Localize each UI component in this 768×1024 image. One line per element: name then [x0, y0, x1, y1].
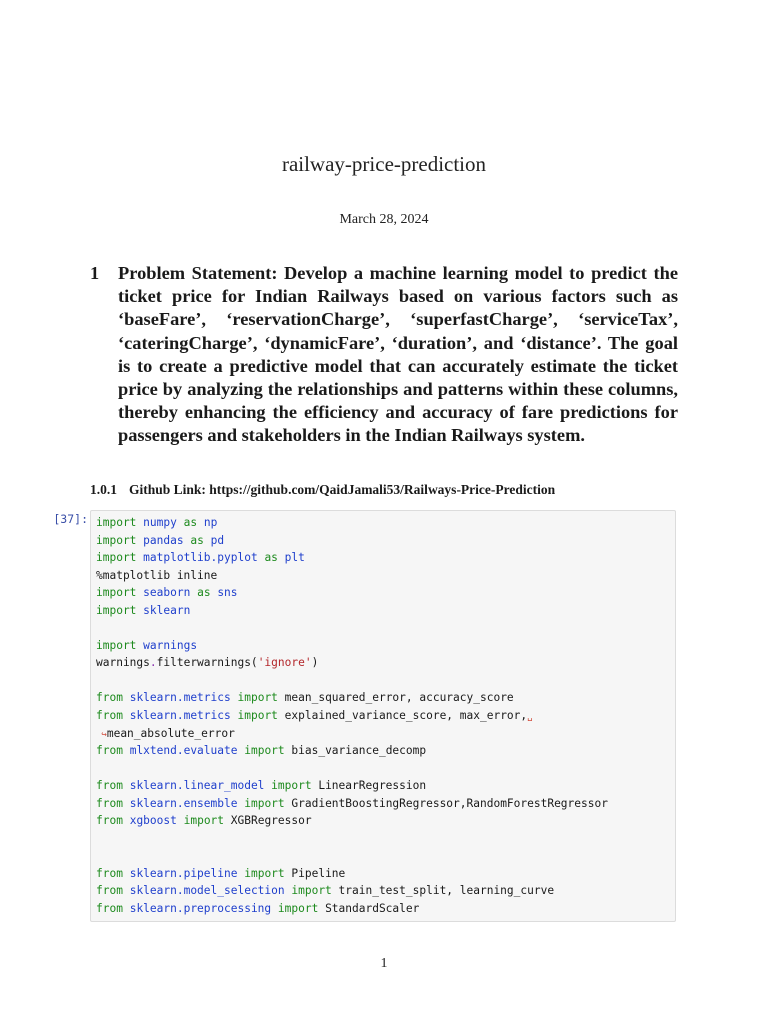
code-line: [96, 584, 675, 602]
code-token: [123, 902, 130, 915]
code-token: Pipeline: [284, 866, 346, 880]
code-token: from: [96, 709, 123, 723]
code-token: 'ignore': [257, 656, 312, 670]
code-line: [96, 900, 675, 918]
code-line: [96, 637, 675, 655]
code-token: plt: [284, 551, 305, 565]
code-token: StandardScaler: [318, 902, 420, 916]
code-token: import: [96, 586, 137, 600]
github-link[interactable]: Github Link: https://github.com/QaidJamali53/Railways-Price-Prediction: [129, 482, 556, 497]
code-line: [96, 619, 675, 637]
code-line: [96, 689, 675, 707]
code-line: [96, 795, 675, 813]
code-token: from: [96, 902, 123, 916]
code-token: sklearn.ensemble: [129, 796, 238, 810]
code-token: ␣: [527, 712, 533, 723]
code-token: from: [96, 744, 123, 758]
code-token: sklearn.model_selection: [129, 884, 285, 898]
code-token: as: [197, 586, 211, 600]
code-token: [231, 709, 238, 722]
code-token: filterwarnings(: [156, 656, 258, 670]
code-line: [96, 777, 675, 795]
section-text: Problem Statement: Develop a machine learning model to predict the ticket price for Indian Railways based on various factors such as ‘baseFare’, ‘reservationCharge’, ‘superfastCharge’, ‘serviceTax’, ‘cateringCharge’, ‘dynamicFare’, ‘duration’, and ‘distance’. The goal is to create a predictive model that can accurately estimate the ticket price by analyzing the relationships and patterns within these columns, thereby enhancing the efficiency and accuracy of fare predictions for passengers and stakeholders in the Indian Railways system.: [118, 263, 678, 446]
code-token: from: [96, 814, 123, 828]
code-line: [96, 672, 675, 690]
cell-prompt: [37]:: [53, 512, 88, 526]
code-token: [123, 867, 130, 880]
code-token: from: [96, 691, 123, 705]
code-token: import: [96, 638, 137, 652]
code-line: [96, 602, 675, 620]
code-token: [204, 534, 211, 547]
code-token: [278, 551, 285, 564]
code-token: sklearn: [143, 603, 191, 617]
code-token: matplotlib.pyplot: [143, 551, 258, 565]
code-token: import: [244, 866, 285, 880]
code-token: [123, 779, 130, 792]
code-token: pd: [210, 533, 225, 547]
code-token: mean_absolute_error: [106, 726, 235, 740]
code-line: [96, 654, 675, 672]
code-token: import: [96, 551, 137, 565]
code-line: [96, 725, 675, 743]
code-line: [96, 742, 675, 760]
code-token: [123, 814, 130, 827]
page-number: 1: [380, 956, 388, 971]
code-token: import: [277, 902, 319, 916]
code-token: .: [149, 656, 157, 670]
code-line: [96, 514, 675, 532]
code-line: [96, 865, 675, 883]
code-token: warnings: [143, 638, 198, 652]
code-cell[interactable]: [90, 510, 676, 922]
code-token: [123, 709, 130, 722]
code-token: from: [96, 884, 123, 898]
code-line: [96, 812, 675, 830]
subsection-number: 1.0.1: [90, 482, 117, 497]
code-token: from: [96, 796, 123, 810]
code-token: sns: [217, 586, 238, 600]
code-token: import: [237, 691, 278, 705]
code-token: import: [183, 814, 225, 828]
code-token: sklearn.metrics: [129, 709, 231, 723]
code-token: GradientBoostingRegressor,RandomForestRegressor: [284, 796, 608, 810]
code-token: sklearn.pipeline: [129, 866, 238, 880]
code-token: LinearRegression: [311, 779, 427, 793]
code-token: as: [190, 533, 204, 547]
code-token: %matplotlib inline: [96, 568, 218, 582]
code-token: [123, 884, 130, 897]
section-heading: [90, 262, 678, 448]
code-token: [177, 516, 184, 529]
code-line: [96, 882, 675, 900]
code-line: [96, 549, 675, 567]
code-token: bias_variance_decomp: [284, 744, 427, 758]
code-token: pandas: [143, 533, 184, 547]
code-token: import: [244, 744, 285, 758]
code-line: [96, 567, 675, 585]
code-line: [96, 532, 675, 550]
code-block: [91, 511, 675, 918]
code-token: [123, 744, 130, 757]
code-token: XGBRegressor: [224, 814, 312, 828]
code-token: xgboost: [129, 814, 177, 828]
code-token: [271, 902, 278, 915]
code-token: sklearn.preprocessing: [129, 902, 272, 916]
code-token: import: [271, 779, 312, 793]
code-token: import: [96, 533, 137, 547]
code-line: [96, 760, 675, 778]
code-token: sklearn.metrics: [129, 691, 231, 705]
code-token: import: [96, 603, 137, 617]
code-token: [123, 797, 130, 810]
code-token: warnings: [96, 656, 150, 670]
code-token: numpy: [143, 516, 177, 529]
code-token: seaborn: [143, 586, 191, 600]
code-line: [96, 830, 675, 848]
section-number: 1: [90, 263, 100, 283]
code-token: np: [203, 516, 218, 529]
code-line: [96, 707, 675, 725]
code-token: from: [96, 866, 123, 880]
code-token: explained_variance_score, max_error,: [277, 709, 528, 723]
code-line: [96, 847, 675, 865]
code-token: [177, 814, 184, 827]
code-token: [231, 691, 238, 704]
code-token: import: [291, 884, 332, 898]
subsection-heading: [90, 482, 690, 498]
code-token: ): [311, 656, 319, 670]
code-token: sklearn.linear_model: [129, 779, 265, 793]
code-token: import: [96, 516, 137, 529]
code-token: [197, 516, 204, 529]
code-token: as: [264, 551, 278, 565]
document-title: railway-price-prediction: [281, 152, 487, 176]
code-token: train_test_split, learning_curve: [331, 884, 555, 898]
code-token: import: [237, 709, 278, 723]
code-token: [123, 691, 130, 704]
code-token: from: [96, 779, 123, 793]
code-token: import: [244, 796, 285, 810]
code-token: mean_squared_error, accuracy_score: [277, 691, 514, 705]
document-date: March 28, 2024: [339, 212, 429, 227]
code-token: mlxtend.evaluate: [129, 744, 238, 758]
code-token: as: [183, 516, 198, 529]
code-token: ↪: [96, 729, 107, 740]
